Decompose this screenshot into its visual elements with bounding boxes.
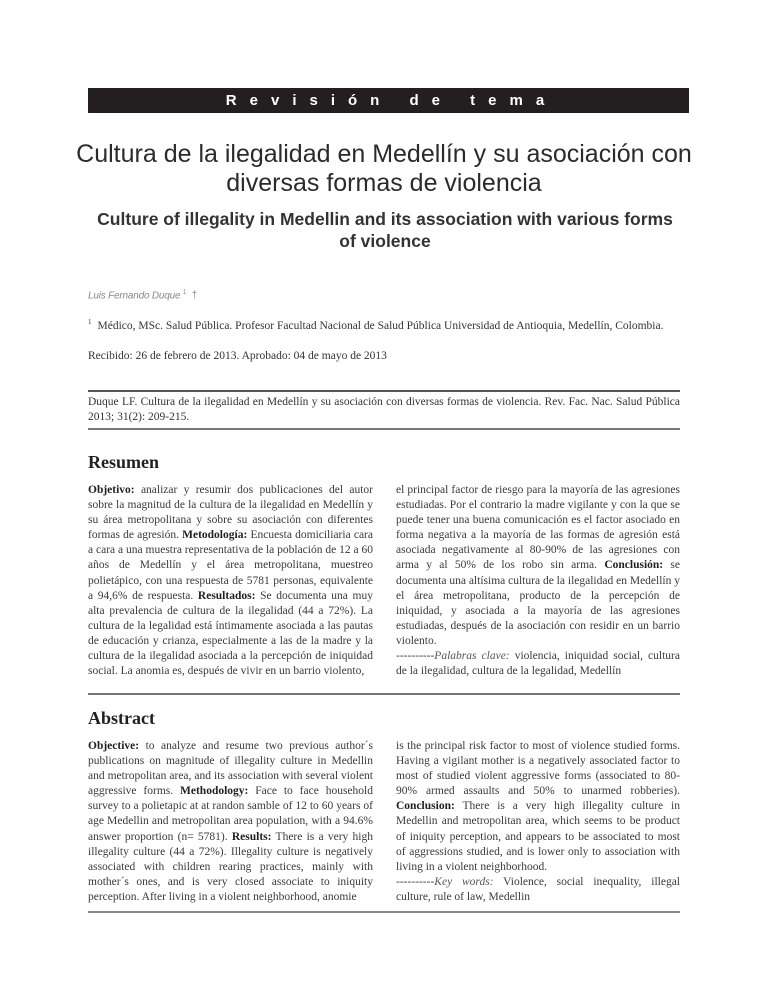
abstract-column-right (396, 739, 680, 905)
abstract-methodology-label: Methodology: (180, 785, 249, 798)
affiliation-text: Médico, MSc. Salud Pública. Profesor Facultad Nacional de Salud Pública Universidad de Antioquia, Medellín, Colombia. (97, 319, 664, 332)
resumen-metodologia-label: Metodología: (182, 529, 248, 542)
abstract-objective-text: to analyze and resume two previous author´s publications on magnitude of illegality culture in Medellin and metropolitan area, and its association with several violent aggressive forms. (88, 740, 373, 798)
resumen-conclusion-label: Conclusión: (604, 559, 664, 572)
abstract-heading: Abstract (88, 708, 155, 728)
abstract-results-continued: is the principal risk factor to most of violence studied forms. Having a vigilant mother is a negatively associated factor to most of studied violent aggressive forms (associated to 80-90% armed assaults and 50% to unarmed robberies). (396, 740, 680, 798)
resumen-conclusion-text: se documenta una altísima cultura de la ilegalidad en Medellín y el área metropolitana, producto de la percepción de iniquidad, y asociada a la mayoría de las agresiones estudiadas, después de la asociación con residir en un barrio violento. (396, 559, 680, 647)
affiliation-mark: 1 (88, 318, 92, 326)
resumen-objetivo-label: Objetivo: (88, 484, 135, 496)
abstract-keywords-prefix: ---------- (396, 875, 435, 888)
divider-citation (88, 428, 680, 430)
resumen-resultados-text: Se documenta una muy alta prevalencia de cultura de la ilegalidad (44 a 72%). La cultura de la legalidad está íntimamente asociada a las pautas de educación y crianza, especialmente a las de la madre y la cultura de la ilegalidad asociada a la percepción de iniquidad social. La anomia es, después de vivir en un barrio violento, (88, 589, 373, 678)
resumen-metodologia-text: Encuesta domiciliaria cara a cara a una muestra representativa de la población de 12 a 60 años de Medellín y el área metropolitana, muestreo polietápico, con una respuesta de 5781 personas, equivalente a 94,6% de respuesta. (88, 529, 373, 602)
abstract-methodology-text: Face to face household survey to a polietapic at at randon samble of 12 to 60 years of age Medellin and metropolitan area population, with a 94.6% answer proportion (n= 5781). (88, 785, 373, 843)
article-title-english: Culture of illegality in Medellin and its association with various forms of violence (97, 209, 673, 251)
section-type-banner: Revisión de tema (88, 88, 689, 113)
abstract-column-left (88, 739, 373, 905)
abstract-objective-label: Objective: (88, 740, 140, 752)
author-affiliation-mark: 1 (182, 290, 187, 296)
divider-resumen (88, 693, 680, 695)
resumen-resultados-continued: el principal factor de riesgo para la mayoría de las agresiones estudiadas. Por el contrario la madre vigilante y con la que se puede tener una buena comunicación es el factor asociado en forma negativa a la mayoría de las formas de agresión está asociada negativamente al 80-90% de las agresiones con arma y al 50% de los robo sin arma. (396, 484, 680, 572)
resumen-resultados-label: Resultados: (197, 589, 256, 602)
resumen-heading: Resumen (88, 452, 159, 472)
resumen-keywords-label: Palabras clave: (434, 650, 510, 663)
resumen-keywords-prefix: ---------- (396, 650, 435, 663)
resumen-column-left (88, 483, 373, 679)
abstract-keywords-text: Violence, social inequality, illegal culture, rule of law, Medellin (396, 875, 680, 903)
abstract-conclusion-text: There is a very high illegality culture in Medellin and metropolitan area, which seems to be product of iniquity perception, and appears to be associated to most of aggressions studied, and is lower only to association with living in a violent neighborhood. (396, 800, 680, 873)
divider-top (88, 390, 680, 392)
divider-abstract (88, 911, 680, 913)
citation: Duque LF. Cultura de la ilegalidad en Medellín y su asociación con diversas formas de violencia. Rev. Fac. Nac. Salud Pública 2013; 31(2): 209-215. (88, 396, 680, 423)
resumen-column-right (396, 483, 680, 679)
author-affiliation (88, 318, 663, 332)
abstract-results-label: Results: (231, 830, 272, 843)
resumen-keywords-text: violencia, iniquidad social, cultura de la ilegalidad, cultura de la legalidad, Medellín (396, 650, 680, 678)
abstract-results-text: There is a very high illegality culture (44 a 72%). Illegality culture is negatively associated with children rearing practices, mainly with mother´s ones, and is very closed associate to iniquity perception. After living in a violent neighborhood, anomie (88, 830, 373, 903)
resumen-objetivo-text: analizar y resumir dos publicaciones del autor sobre la magnitud de la cultura de la ilegalidad en Medellín y su área metropolitana y sobre su asociación con diferentes formas de agresión. (88, 484, 373, 542)
received-approved-dates: Recibido: 26 de febrero de 2013. Aprobado: 04 de mayo de 2013 (88, 350, 387, 362)
abstract-conclusion-label: Conclusion: (396, 800, 455, 813)
abstract-keywords-label: Key words: (434, 875, 494, 888)
dagger-mark: † (191, 290, 198, 302)
author-line (88, 290, 197, 301)
author-name: Luis Fernando Duque (88, 290, 181, 302)
article-title-spanish: Cultura de la ilegalidad en Medellín y su asociación con diversas formas de violencia (76, 140, 692, 197)
